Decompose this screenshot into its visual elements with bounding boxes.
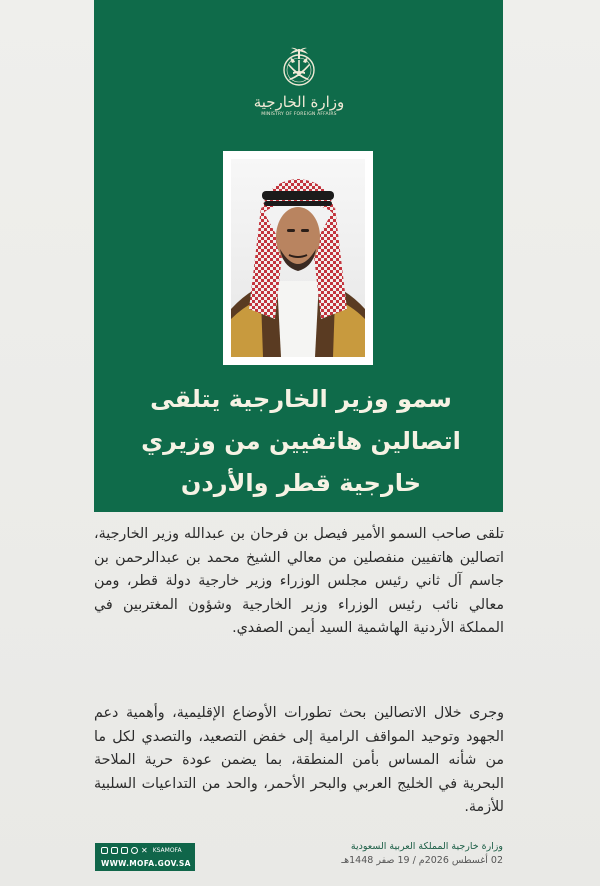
source-and-date (341, 840, 503, 868)
portrait-frame (223, 151, 373, 365)
ministry-logo (244, 46, 354, 136)
publish-date: 02 أغسطس 2026م / 19 صفر 1448هـ (341, 855, 503, 866)
website-link[interactable]: WWW.MOFA.GOV.SA (101, 859, 191, 868)
facebook-icon[interactable] (121, 847, 128, 854)
social-footer (95, 843, 195, 871)
ministry-name-arabic: وزارة الخارجية (253, 93, 345, 111)
headline (112, 378, 490, 504)
linkedin-icon[interactable] (111, 847, 118, 854)
minister-portrait (231, 159, 365, 357)
x-icon[interactable]: ✕ (141, 846, 148, 855)
source-label: وزارة خارجية المملكة العربية السعودية (350, 841, 503, 852)
body-paragraph-2: وجرى خلال الاتصالين بحث تطورات الأوضاع الإقليمية، وأهمية دعم الجهود وتوحيد المواقف الرامية إلى خفض التصعيد، والتصدي لكل ما من شأنه المساس بأمن المنطقة، بما يضمن عودة حرية الملاحة البحرية في الخليج العربي والبحر الأحمر، والحد من التداعيات السلبية للأزمة. (94, 705, 504, 815)
social-handle[interactable]: KSAMOFA (152, 847, 182, 854)
palm-and-swords-icon (276, 46, 322, 92)
body-paragraph-1: تلقى صاحب السمو الأمير فيصل بن فرحان بن عبدالله وزير الخارجية، اتصالين هاتفيين منفصلين من معالي الشيخ محمد بن عبدالرحمن بن جاسم آل ثاني رئيس مجلس الوزراء وزير خارجية دولة قطر، ومن معالي نائب رئيس الوزراء وزير الخارجية وشؤون المغتربين في المملكة الأردنية الهاشمية السيد أيمن الصفدي. (94, 526, 504, 636)
headline-line-2: اتصالين هاتفيين من وزيري (141, 427, 461, 455)
headline-line-1: سمو وزير الخارجية يتلقى (150, 385, 452, 413)
snapchat-icon[interactable] (101, 847, 108, 854)
instagram-icon[interactable] (131, 847, 138, 854)
headline-line-3: خارجية قطر والأردن (180, 469, 422, 497)
ministry-name-english: MINISTRY OF FOREIGN AFFAIRS (261, 112, 337, 117)
